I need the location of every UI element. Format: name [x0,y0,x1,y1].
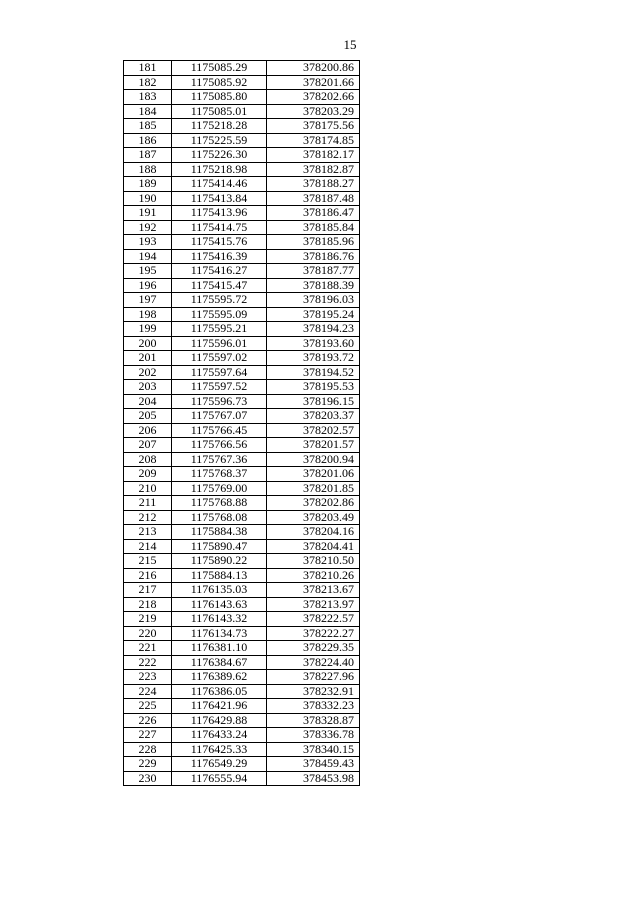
y-coordinate-cell: 378203.29 [267,104,360,119]
table-row [124,539,360,554]
table-row [124,568,360,583]
y-coordinate-cell: 378204.41 [267,539,360,554]
y-coordinate-cell: 378194.52 [267,365,360,380]
point-number-cell: 210 [124,481,172,496]
y-coordinate-cell: 378210.50 [267,554,360,569]
x-coordinate-cell: 1175218.28 [172,119,267,134]
x-coordinate-cell: 1176143.63 [172,597,267,612]
y-coordinate-cell: 378229.35 [267,641,360,656]
y-coordinate-cell: 378328.87 [267,713,360,728]
y-coordinate-cell: 378222.27 [267,626,360,641]
y-coordinate-cell: 378195.24 [267,307,360,322]
x-coordinate-cell: 1176429.88 [172,713,267,728]
point-number-cell: 229 [124,757,172,772]
coordinates-table [123,60,360,786]
point-number-cell: 224 [124,684,172,699]
point-number-cell: 192 [124,220,172,235]
y-coordinate-cell: 378336.78 [267,728,360,743]
table-row [124,322,360,337]
table-row [124,496,360,511]
table-row [124,394,360,409]
table-row [124,133,360,148]
point-number-cell: 189 [124,177,172,192]
x-coordinate-cell: 1175768.08 [172,510,267,525]
point-number-cell: 212 [124,510,172,525]
point-number-cell: 188 [124,162,172,177]
point-number-cell: 200 [124,336,172,351]
table-row [124,249,360,264]
page-number: 15 [343,37,357,52]
x-coordinate-cell: 1175595.72 [172,293,267,308]
point-number-cell: 190 [124,191,172,206]
table-row [124,235,360,250]
y-coordinate-cell: 378182.17 [267,148,360,163]
x-coordinate-cell: 1176389.62 [172,670,267,685]
y-coordinate-cell: 378340.15 [267,742,360,757]
x-coordinate-cell: 1176381.10 [172,641,267,656]
x-coordinate-cell: 1176384.67 [172,655,267,670]
point-number-cell: 222 [124,655,172,670]
table-row [124,525,360,540]
x-coordinate-cell: 1176433.24 [172,728,267,743]
y-coordinate-cell: 378459.43 [267,757,360,772]
x-coordinate-cell: 1175595.21 [172,322,267,337]
y-coordinate-cell: 378182.87 [267,162,360,177]
table-row [124,220,360,235]
y-coordinate-cell: 378232.91 [267,684,360,699]
x-coordinate-cell: 1175767.36 [172,452,267,467]
table-row [124,641,360,656]
point-number-cell: 217 [124,583,172,598]
y-coordinate-cell: 378203.49 [267,510,360,525]
table-row [124,612,360,627]
x-coordinate-cell: 1175226.30 [172,148,267,163]
point-number-cell: 216 [124,568,172,583]
y-coordinate-cell: 378193.72 [267,351,360,366]
table-row [124,670,360,685]
x-coordinate-cell: 1175415.47 [172,278,267,293]
table-row [124,452,360,467]
x-coordinate-cell: 1175890.22 [172,554,267,569]
point-number-cell: 226 [124,713,172,728]
y-coordinate-cell: 378210.26 [267,568,360,583]
table-row [124,467,360,482]
y-coordinate-cell: 378194.23 [267,322,360,337]
x-coordinate-cell: 1175413.96 [172,206,267,221]
y-coordinate-cell: 378188.27 [267,177,360,192]
table-row [124,554,360,569]
x-coordinate-cell: 1176143.32 [172,612,267,627]
table-row [124,293,360,308]
x-coordinate-cell: 1175595.09 [172,307,267,322]
point-number-cell: 214 [124,539,172,554]
x-coordinate-cell: 1175884.38 [172,525,267,540]
x-coordinate-cell: 1175416.27 [172,264,267,279]
x-coordinate-cell: 1175085.01 [172,104,267,119]
table-row [124,148,360,163]
x-coordinate-cell: 1175597.52 [172,380,267,395]
x-coordinate-cell: 1176549.29 [172,757,267,772]
x-coordinate-cell: 1175596.73 [172,394,267,409]
point-number-cell: 197 [124,293,172,308]
table-row [124,423,360,438]
x-coordinate-cell: 1175766.56 [172,438,267,453]
x-coordinate-cell: 1175085.80 [172,90,267,105]
point-number-cell: 206 [124,423,172,438]
y-coordinate-cell: 378213.97 [267,597,360,612]
x-coordinate-cell: 1175218.98 [172,162,267,177]
x-coordinate-cell: 1175414.75 [172,220,267,235]
y-coordinate-cell: 378201.06 [267,467,360,482]
y-coordinate-cell: 378201.66 [267,75,360,90]
table-row [124,307,360,322]
y-coordinate-cell: 378188.39 [267,278,360,293]
x-coordinate-cell: 1175225.59 [172,133,267,148]
point-number-cell: 185 [124,119,172,134]
point-number-cell: 208 [124,452,172,467]
table-row [124,438,360,453]
x-coordinate-cell: 1176425.33 [172,742,267,757]
table-row [124,206,360,221]
table-row [124,583,360,598]
table-row [124,655,360,670]
y-coordinate-cell: 378187.48 [267,191,360,206]
point-number-cell: 209 [124,467,172,482]
y-coordinate-cell: 378202.57 [267,423,360,438]
x-coordinate-cell: 1175768.88 [172,496,267,511]
point-number-cell: 221 [124,641,172,656]
y-coordinate-cell: 378186.47 [267,206,360,221]
table-row [124,104,360,119]
x-coordinate-cell: 1176555.94 [172,771,267,786]
x-coordinate-cell: 1175597.02 [172,351,267,366]
x-coordinate-cell: 1175414.46 [172,177,267,192]
y-coordinate-cell: 378213.67 [267,583,360,598]
point-number-cell: 203 [124,380,172,395]
table-row [124,336,360,351]
point-number-cell: 198 [124,307,172,322]
point-number-cell: 194 [124,249,172,264]
point-number-cell: 219 [124,612,172,627]
y-coordinate-cell: 378453.98 [267,771,360,786]
y-coordinate-cell: 378201.85 [267,481,360,496]
y-coordinate-cell: 378174.85 [267,133,360,148]
point-number-cell: 181 [124,61,172,76]
y-coordinate-cell: 378202.86 [267,496,360,511]
table-row [124,177,360,192]
y-coordinate-cell: 378193.60 [267,336,360,351]
y-coordinate-cell: 378200.86 [267,61,360,76]
point-number-cell: 204 [124,394,172,409]
point-number-cell: 186 [124,133,172,148]
table-row [124,742,360,757]
table-row [124,75,360,90]
table-row [124,699,360,714]
table-row [124,684,360,699]
table-row [124,351,360,366]
table-row [124,191,360,206]
point-number-cell: 193 [124,235,172,250]
x-coordinate-cell: 1176386.05 [172,684,267,699]
x-coordinate-cell: 1176134.73 [172,626,267,641]
table-row [124,61,360,76]
point-number-cell: 201 [124,351,172,366]
table-row [124,380,360,395]
y-coordinate-cell: 378187.77 [267,264,360,279]
x-coordinate-cell: 1175766.45 [172,423,267,438]
point-number-cell: 183 [124,90,172,105]
table-row [124,597,360,612]
point-number-cell: 196 [124,278,172,293]
table-row [124,162,360,177]
y-coordinate-cell: 378196.03 [267,293,360,308]
y-coordinate-cell: 378185.84 [267,220,360,235]
point-number-cell: 227 [124,728,172,743]
point-number-cell: 205 [124,409,172,424]
x-coordinate-cell: 1175890.47 [172,539,267,554]
table-row [124,728,360,743]
x-coordinate-cell: 1175768.37 [172,467,267,482]
table-row [124,365,360,380]
point-number-cell: 207 [124,438,172,453]
y-coordinate-cell: 378200.94 [267,452,360,467]
table-row [124,771,360,786]
y-coordinate-cell: 378175.56 [267,119,360,134]
y-coordinate-cell: 378203.37 [267,409,360,424]
x-coordinate-cell: 1175415.76 [172,235,267,250]
point-number-cell: 223 [124,670,172,685]
table-row [124,757,360,772]
x-coordinate-cell: 1175085.29 [172,61,267,76]
y-coordinate-cell: 378201.57 [267,438,360,453]
y-coordinate-cell: 378204.16 [267,525,360,540]
point-number-cell: 202 [124,365,172,380]
coordinates-table-body [124,61,360,786]
point-number-cell: 195 [124,264,172,279]
y-coordinate-cell: 378202.66 [267,90,360,105]
point-number-cell: 218 [124,597,172,612]
x-coordinate-cell: 1175085.92 [172,75,267,90]
y-coordinate-cell: 378227.96 [267,670,360,685]
table-row [124,90,360,105]
point-number-cell: 230 [124,771,172,786]
point-number-cell: 184 [124,104,172,119]
point-number-cell: 228 [124,742,172,757]
x-coordinate-cell: 1175413.84 [172,191,267,206]
table-row [124,119,360,134]
x-coordinate-cell: 1175767.07 [172,409,267,424]
table-row [124,409,360,424]
table-row [124,626,360,641]
y-coordinate-cell: 378332.23 [267,699,360,714]
point-number-cell: 187 [124,148,172,163]
table-row [124,278,360,293]
point-number-cell: 225 [124,699,172,714]
x-coordinate-cell: 1176421.96 [172,699,267,714]
point-number-cell: 220 [124,626,172,641]
point-number-cell: 199 [124,322,172,337]
point-number-cell: 191 [124,206,172,221]
y-coordinate-cell: 378195.53 [267,380,360,395]
x-coordinate-cell: 1175416.39 [172,249,267,264]
x-coordinate-cell: 1175596.01 [172,336,267,351]
x-coordinate-cell: 1175597.64 [172,365,267,380]
point-number-cell: 182 [124,75,172,90]
table-row [124,510,360,525]
table-row [124,264,360,279]
table-row [124,713,360,728]
x-coordinate-cell: 1175769.00 [172,481,267,496]
y-coordinate-cell: 378196.15 [267,394,360,409]
x-coordinate-cell: 1175884.13 [172,568,267,583]
y-coordinate-cell: 378222.57 [267,612,360,627]
point-number-cell: 215 [124,554,172,569]
point-number-cell: 211 [124,496,172,511]
point-number-cell: 213 [124,525,172,540]
table-row [124,481,360,496]
y-coordinate-cell: 378186.76 [267,249,360,264]
x-coordinate-cell: 1176135.03 [172,583,267,598]
y-coordinate-cell: 378185.96 [267,235,360,250]
y-coordinate-cell: 378224.40 [267,655,360,670]
